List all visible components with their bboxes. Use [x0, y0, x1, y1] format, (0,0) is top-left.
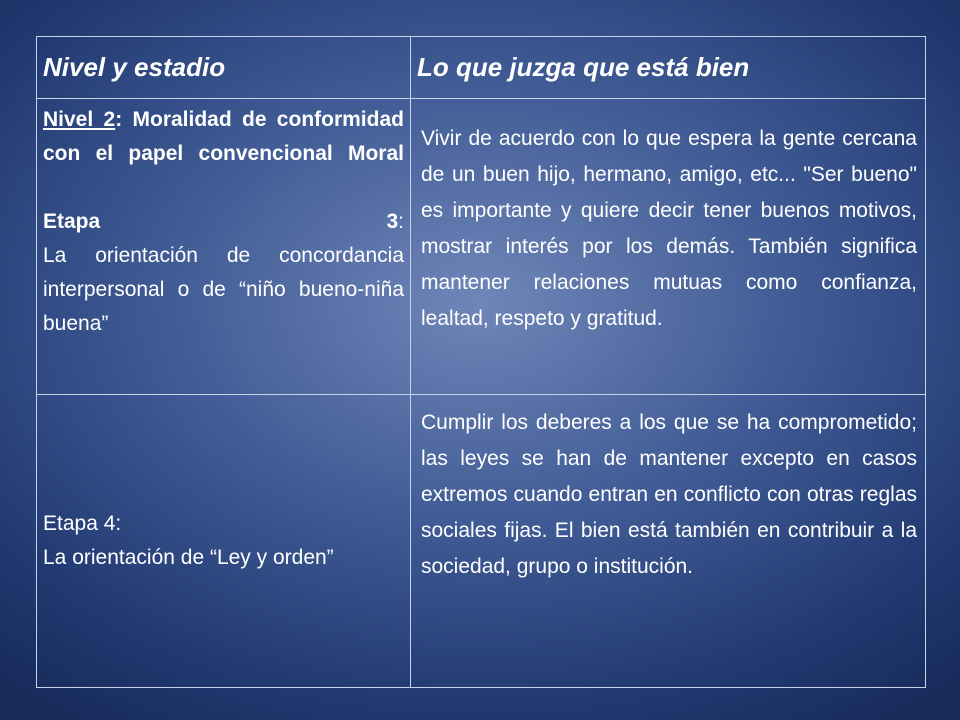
row2-level-cell — [37, 395, 411, 687]
row2-etapa-label: Etapa 4 — [43, 512, 116, 535]
row2-etapa-heading — [43, 507, 404, 541]
row1-right-text: Vivir de acuerdo con lo que espera la gente cercana de un buen hijo, hermano, amigo, etc... "Ser bueno" es importante y quiere decir tener buenos motivos, mostrar interés por los demás. También significa mantener relaciones mutuas como confianza, lealtad, respeto y gratitud. — [421, 127, 917, 330]
row2-etapa-desc: La orientación de “Ley y orden” — [43, 546, 334, 569]
row1-etapa-desc: La orientación de concordancia interpersonal o de “niño bueno-niña buena” — [43, 244, 404, 335]
header-col-nivel-text: Nivel y estadio — [43, 52, 226, 82]
row1-level-cell — [37, 99, 411, 395]
row2-right-text: Cumplir los deberes a los que se ha comprometido; las leyes se han de mantener excepto en casos extremos cuando entran en conflicto con otras reglas sociales fijas. El bien está también en contribuir a la sociedad, grupo o institución. — [421, 411, 917, 578]
row2-right-cell — [411, 395, 925, 687]
row1-nivel-heading — [43, 103, 404, 171]
row1-nivel-label: Nivel 2 — [43, 108, 116, 131]
header-col-juzga-text: Lo que juzga que está bien — [417, 52, 750, 82]
header-col-nivel — [37, 37, 411, 99]
row1-nivel-rest: : Moralidad de conformidad con el papel convencional Moral — [43, 108, 404, 165]
row1-right-cell — [411, 99, 925, 395]
kohlberg-table — [36, 36, 926, 688]
header-col-juzga — [411, 37, 925, 99]
row2-etapa-colon: : — [115, 512, 122, 535]
row1-etapa-colon: : — [398, 210, 404, 233]
row1-etapa-label: Etapa 3 — [43, 210, 399, 233]
row1-etapa-heading — [43, 205, 404, 239]
